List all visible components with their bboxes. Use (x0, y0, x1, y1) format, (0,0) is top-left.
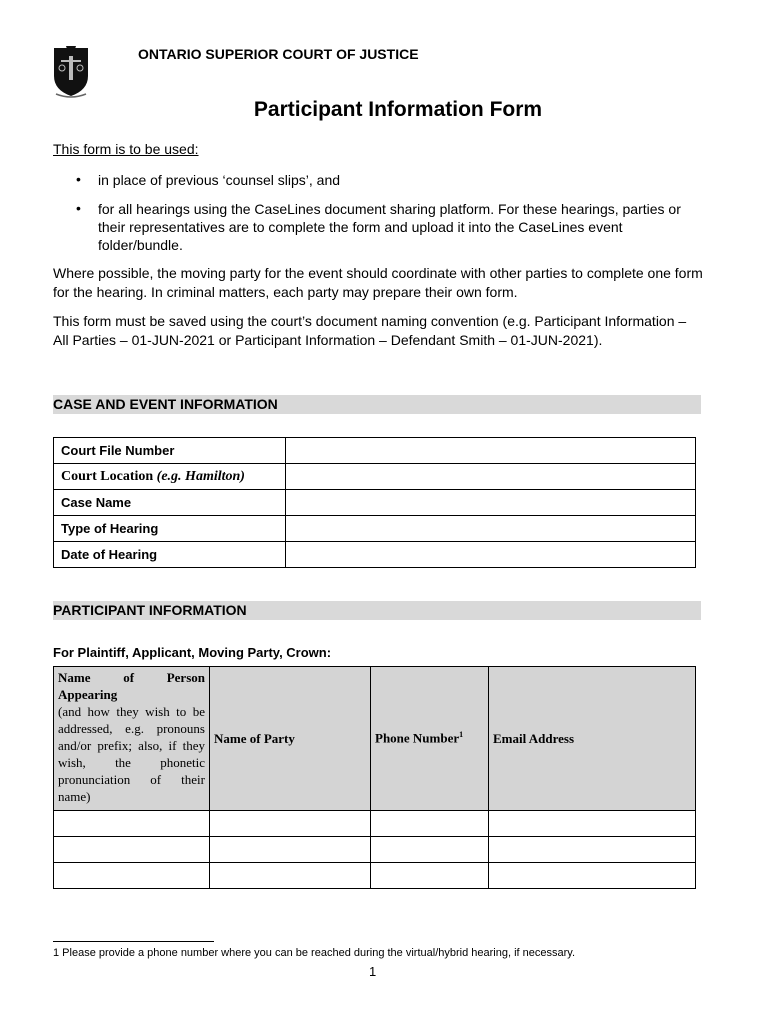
participant-name-cell[interactable] (54, 863, 210, 889)
participant-name-cell[interactable] (54, 811, 210, 837)
col-header-email: Email Address (489, 667, 696, 811)
bullet-icon: • (76, 171, 81, 187)
col-header-phone-label: Phone Number (375, 730, 460, 746)
case-info-table (53, 437, 696, 568)
date-of-hearing-label: Date of Hearing (54, 542, 286, 568)
court-location-label-text: Court Location (61, 468, 157, 484)
court-file-number-label: Court File Number (54, 438, 286, 464)
participant-party-cell[interactable] (210, 863, 371, 889)
usage-bullet: for all hearings using the CaseLines document sharing platform. For these hearings, parties or their representatives are to complete the form and upload it into the CaseLines event folder/bundle. (98, 201, 681, 253)
table-row (54, 516, 696, 542)
bullet-icon: • (76, 200, 81, 216)
type-of-hearing-field[interactable] (286, 516, 696, 542)
date-of-hearing-field[interactable] (286, 542, 696, 568)
table-row (54, 811, 696, 837)
col-header-person-appearing-note: (and how they wish to be addressed, e.g. pronouns and/or prefix; also, if they wish, the phonetic pronunciation of their name) (58, 704, 205, 804)
col-header-phone (371, 667, 489, 811)
form-title: Participant Information Form (253, 98, 543, 121)
participant-email-cell[interactable] (489, 837, 696, 863)
naming-convention-paragraph: This form must be saved using the court’s document naming convention (e.g. Participant Information – All Parties – 01-JUN-2021 or Participant Information – Defendant Smith – 01-JUN-2021). (53, 313, 687, 348)
usage-bullet: in place of previous ‘counsel slips’, and (98, 172, 341, 188)
court-crest-icon (52, 44, 90, 100)
case-name-label: Case Name (54, 490, 286, 516)
case-name-field[interactable] (286, 490, 696, 516)
table-row (54, 490, 696, 516)
footnote-divider (53, 941, 214, 942)
participant-table (53, 666, 696, 889)
coordination-paragraph: Where possible, the moving party for the event should coordinate with other parties to complete one form for the hearing. In criminal matters, each party may prepare their own form. (53, 265, 703, 300)
page-number: 1 (369, 964, 377, 979)
participant-name-cell[interactable] (54, 837, 210, 863)
court-name: ONTARIO SUPERIOR COURT OF JUSTICE (138, 46, 419, 62)
participant-subheading: For Plaintiff, Applicant, Moving Party, Crown: (53, 645, 332, 660)
court-location-label (54, 464, 286, 490)
court-location-field[interactable] (286, 464, 696, 490)
participant-phone-cell[interactable] (371, 863, 489, 889)
participant-phone-cell[interactable] (371, 811, 489, 837)
participant-party-cell[interactable] (210, 811, 371, 837)
participant-email-cell[interactable] (489, 863, 696, 889)
case-section-heading: CASE AND EVENT INFORMATION (53, 395, 701, 414)
footnote-ref: 1 (459, 730, 464, 740)
col-header-person-appearing-title: Name of Person Appearing (58, 670, 205, 702)
table-row (54, 438, 696, 464)
type-of-hearing-label: Type of Hearing (54, 516, 286, 542)
col-header-party: Name of Party (210, 667, 371, 811)
table-row (54, 837, 696, 863)
participant-email-cell[interactable] (489, 811, 696, 837)
participant-section-heading: PARTICIPANT INFORMATION (53, 601, 701, 620)
table-header-row (54, 667, 696, 811)
participant-party-cell[interactable] (210, 837, 371, 863)
court-file-number-field[interactable] (286, 438, 696, 464)
col-header-person-appearing (54, 667, 210, 811)
participant-phone-cell[interactable] (371, 837, 489, 863)
court-location-example: (e.g. Hamilton) (156, 468, 245, 484)
table-row (54, 542, 696, 568)
footnote: 1 Please provide a phone number where you can be reached during the virtual/hybrid hearing, if necessary. (53, 947, 576, 959)
table-row (54, 464, 696, 490)
table-row (54, 863, 696, 889)
usage-heading: This form is to be used: (53, 141, 199, 157)
